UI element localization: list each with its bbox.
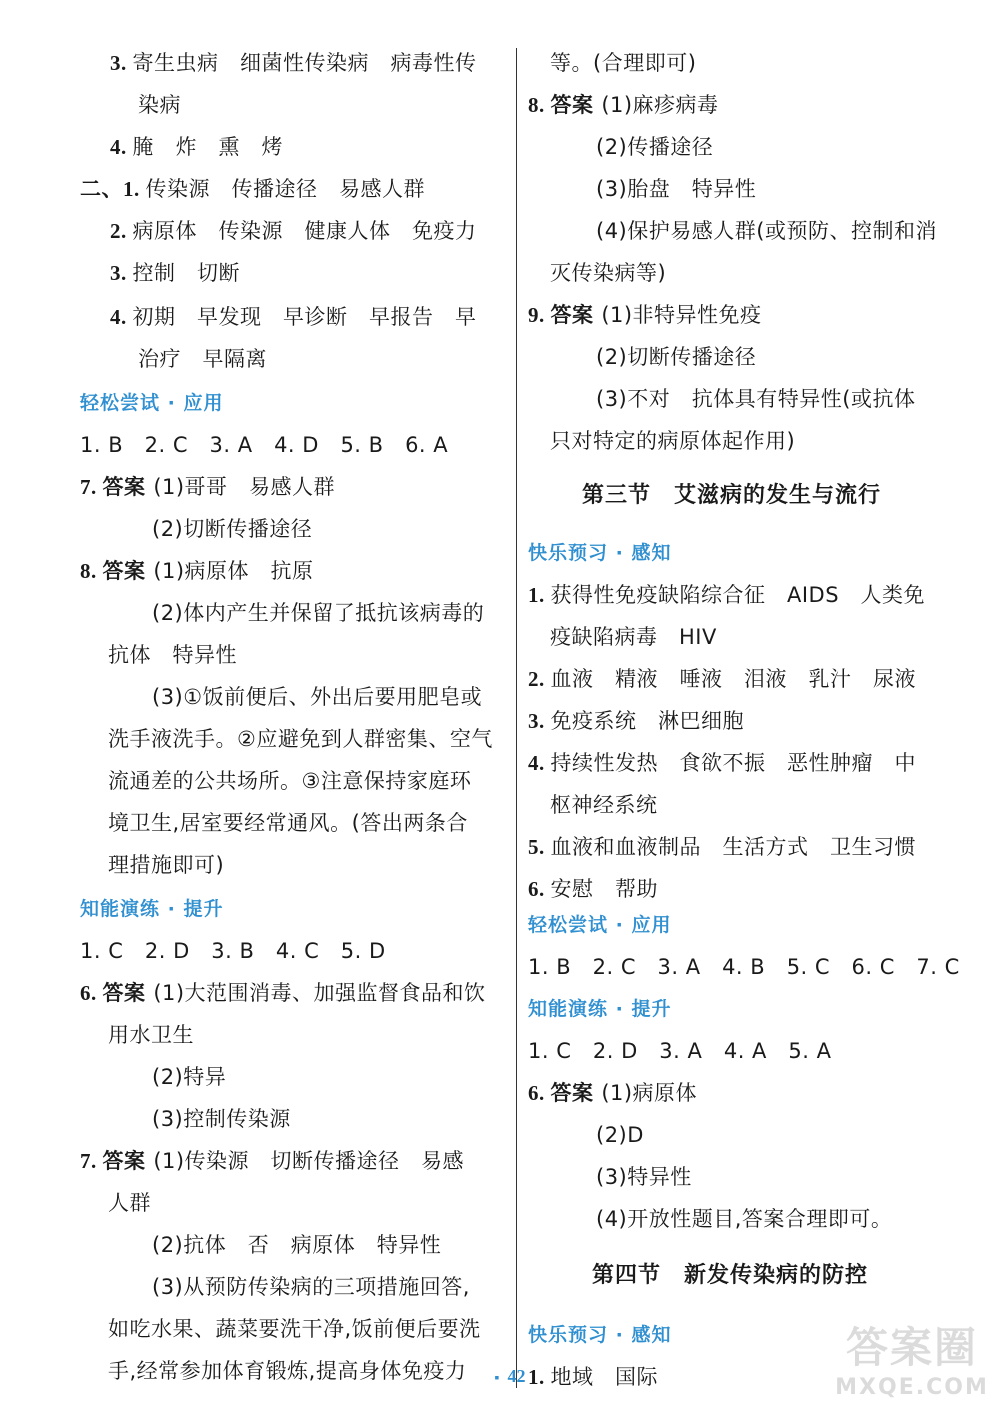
watermark-logo [832, 1322, 992, 1422]
question-number: 7. [80, 1149, 103, 1173]
chapter-title: 第四节 新发传染病的防控 [592, 1263, 869, 1288]
answer-line [550, 428, 795, 458]
answer-text: 染病 [138, 93, 181, 117]
answer-text: 境卫生,居室要经常通风。(答出两条合 [108, 811, 468, 835]
answer-line [108, 642, 237, 672]
answer-line [110, 218, 477, 248]
answer-line [108, 1358, 466, 1388]
answer-text: 获得性免疫缺陷综合征 AIDS 人类免 [550, 583, 926, 607]
answer-line [528, 92, 719, 122]
answer-text: 初期 早发现 早诊断 早报告 早 [132, 305, 477, 329]
answer-text: (3)特异性 [596, 1165, 692, 1189]
answer-text: 流通差的公共场所。③注意保持家庭环 [108, 769, 472, 793]
answer-text: 血液 精液 唾液 泪液 乳汁 尿液 [550, 667, 916, 691]
answer-text: 1. B 2. C 3. A 4. B 5. C 6. C 7. C [528, 955, 960, 979]
answer-text: (3)①饭前便后、外出后要用肥皂或 [152, 685, 483, 709]
question-number: 6. [80, 981, 103, 1005]
answer-line [108, 810, 468, 840]
question-number: 3. [528, 709, 551, 733]
answer-line [80, 1148, 464, 1178]
answer-label: 答案 [102, 559, 154, 583]
question-number: 5. [528, 835, 551, 859]
answer-line [110, 304, 477, 334]
question-number: 2. [110, 219, 133, 243]
answer-line [596, 1206, 892, 1236]
answer-text: (2)传播途径 [596, 135, 714, 159]
answer-text: 疫缺陷病毒 HIV [550, 625, 717, 649]
answer-line [596, 386, 915, 416]
page-number-value: 42 [507, 1366, 526, 1386]
answer-line [152, 1064, 226, 1094]
answer-text: 1. C 2. D 3. B 4. C 5. D [80, 939, 386, 963]
answer-text: 1. C 2. D 3. A 4. A 5. A [528, 1039, 832, 1063]
question-number: 2. [528, 667, 551, 691]
answer-line [108, 726, 493, 756]
answer-line [152, 1274, 470, 1304]
answer-line [550, 50, 696, 80]
answer-text: 如吃水果、蔬菜要洗干净,饭前便后要洗 [108, 1317, 481, 1341]
answer-line [528, 302, 762, 332]
answer-text: (1)非特异性免疫 [601, 303, 762, 327]
answer-text: 抗体 特异性 [108, 643, 237, 667]
answer-line [110, 134, 283, 164]
answer-text: 地域 国际 [550, 1365, 658, 1389]
answer-text: 手,经常参加体育锻炼,提高身体免疫力 [108, 1359, 467, 1383]
answer-text: (2)体内产生并保留了抵抗该病毒的 [152, 601, 485, 625]
answer-line [550, 260, 666, 290]
answer-text: (3)控制传染源 [152, 1107, 291, 1131]
answer-line [108, 852, 224, 882]
answer-text: (1)哥哥 易感人群 [153, 475, 336, 499]
answer-text: (2)D [596, 1123, 644, 1147]
answer-line [528, 666, 916, 696]
answer-line [528, 708, 744, 738]
answer-label: 答案 [102, 981, 154, 1005]
watermark-top: 答案圈 [845, 1323, 978, 1372]
chapter-title: 第三节 艾滋病的发生与流行 [582, 483, 882, 508]
answer-line [110, 50, 477, 80]
answer-line [108, 768, 471, 798]
answer-line [152, 516, 312, 546]
answer-line [108, 1022, 194, 1052]
section-heading: 轻松尝试 · 应用 [80, 392, 224, 414]
answer-line [596, 218, 937, 248]
answer-text: (4)保护易感人群(或预防、控制和消 [596, 219, 937, 243]
answer-text: 病原体 传染源 健康人体 免疫力 [132, 219, 477, 243]
question-number: 4. [110, 135, 133, 159]
answer-text: 1. B 2. C 3. A 4. D 5. B 6. A [80, 433, 449, 457]
answer-text: (2)切断传播途径 [596, 345, 757, 369]
answer-line [80, 558, 314, 588]
column-divider [516, 48, 517, 1388]
answer-text: 人群 [108, 1191, 151, 1215]
answer-line [80, 176, 425, 206]
answer-label: 答案 [102, 1149, 154, 1173]
answer-line [152, 1232, 441, 1262]
answer-text: (1)病原体 抗原 [153, 559, 314, 583]
answer-line [80, 474, 335, 504]
answer-text: 血液和血液制品 生活方式 卫生习惯 [550, 835, 916, 859]
answer-line [108, 1190, 151, 1220]
answer-line [80, 980, 486, 1010]
answer-text: (1)麻疹病毒 [601, 93, 719, 117]
answer-line [528, 834, 916, 864]
answer-line [108, 1316, 481, 1346]
section-heading: 快乐预习 · 感知 [528, 542, 672, 564]
answer-label: 答案 [550, 303, 602, 327]
question-number: 1. [528, 1365, 551, 1389]
question-number: 4. [528, 751, 551, 775]
answer-text: (4)开放性题目,答案合理即可。 [596, 1207, 893, 1231]
answer-line [550, 624, 717, 654]
question-number: 7. [80, 475, 103, 499]
answer-line [596, 1122, 644, 1152]
answer-line [596, 134, 713, 164]
answer-label: 答案 [550, 1081, 602, 1105]
answer-text: (1)大范围消毒、加强监督食品和饮 [153, 981, 486, 1005]
question-number: 二、1. [80, 177, 146, 201]
answer-text: (2)抗体 否 病原体 特异性 [152, 1233, 442, 1257]
answer-text: (1)病原体 [601, 1081, 698, 1105]
answer-text: 灭传染病等) [550, 261, 667, 285]
answer-line [152, 1106, 291, 1136]
answer-line [550, 792, 658, 822]
question-number: 3. [110, 51, 133, 75]
question-number: 4. [110, 305, 133, 329]
question-number: 9. [528, 303, 551, 327]
answer-line [596, 344, 756, 374]
answer-line [80, 432, 448, 462]
answer-text: (3)不对 抗体具有特异性(或抗体 [596, 387, 916, 411]
answer-text: (1)传染源 切断传播途径 易感 [153, 1149, 465, 1173]
question-number: 3. [110, 261, 133, 285]
answer-text: 控制 切断 [132, 261, 240, 285]
answer-line [528, 582, 925, 612]
answer-text: 用水卫生 [108, 1023, 194, 1047]
answer-text: 洗手液洗手。②应避免到人群密集、空气 [108, 727, 493, 751]
answer-text: (3)从预防传染病的三项措施回答, [152, 1275, 470, 1299]
answer-line [138, 346, 267, 376]
answer-text: 治疗 早隔离 [138, 347, 267, 371]
answer-line [152, 600, 484, 630]
answer-text: (2)特异 [152, 1065, 227, 1089]
watermark-bottom: MXQE.COM [835, 1375, 989, 1400]
answer-text: 枢神经系统 [550, 793, 658, 817]
question-number: 8. [528, 93, 551, 117]
answer-text: 腌 炸 熏 烤 [132, 135, 283, 159]
answer-text: 传染源 传播途径 易感人群 [145, 177, 425, 201]
section-heading: 轻松尝试 · 应用 [528, 914, 672, 936]
answer-text: 安慰 帮助 [550, 877, 658, 901]
question-number: 8. [80, 559, 103, 583]
question-number: 1. [528, 583, 551, 607]
answer-line [596, 176, 756, 206]
answer-text: 寄生虫病 细菌性传染病 病毒性传 [132, 51, 477, 75]
answer-label: 答案 [550, 93, 602, 117]
answer-line [528, 1080, 697, 1110]
answer-line [110, 260, 240, 290]
answer-label: 答案 [102, 475, 154, 499]
answer-line [152, 684, 482, 714]
answer-text: (3)胎盘 特异性 [596, 177, 757, 201]
question-number: 6. [528, 877, 551, 901]
section-heading: 快乐预习 · 感知 [528, 1324, 672, 1346]
answer-line [80, 938, 386, 968]
answer-text: 理措施即可) [108, 853, 225, 877]
page-number [470, 1366, 550, 1387]
answer-text: 持续性发热 食欲不振 恶性肿瘤 中 [550, 751, 916, 775]
answer-text: 只对特定的病原体起作用) [550, 429, 796, 453]
section-heading: 知能演练 · 提升 [80, 898, 224, 920]
page-number-dot-icon: ▪ [494, 1371, 500, 1386]
answer-text: (2)切断传播途径 [152, 517, 313, 541]
section-heading: 知能演练 · 提升 [528, 998, 672, 1020]
answer-text: 免疫系统 淋巴细胞 [550, 709, 744, 733]
answer-line [528, 1038, 832, 1068]
answer-line [596, 1164, 692, 1194]
question-number: 6. [528, 1081, 551, 1105]
answer-line [528, 954, 960, 984]
answer-line [528, 876, 658, 906]
answer-text: 等。(合理即可) [550, 51, 697, 75]
answer-line [138, 92, 181, 122]
answer-line [528, 750, 916, 780]
